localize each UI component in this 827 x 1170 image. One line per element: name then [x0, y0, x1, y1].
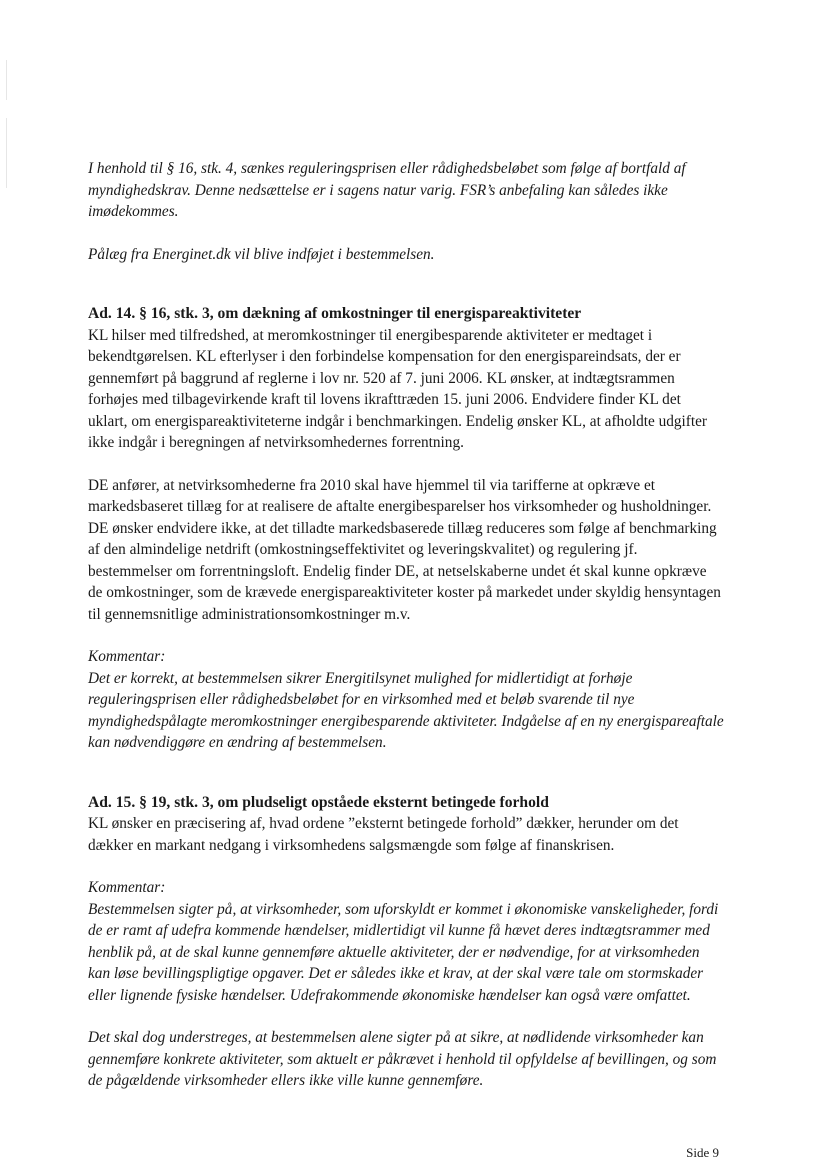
section-14-paragraph-1: KL hilser med tilfredshed, at meromkostninger til energibesparende aktiviteter er medtaget i bekendtgørelsen. KL efterlyser i den forbindelse kompensation for den energispareindsats, der er gennemført på baggrund af reglerne i lov nr. 520 af 7. juni 2006. KL ønsker, at indtægtsrammen forhøjes med tilbagevirkende kraft til lovens ikrafttræden 15. juni 2006. Endvidere finder KL det uklart, om energispareaktiviteterne indgår i benchmarkingen. Endelig ønsker KL, at afholdte udgifter ikke indgår i beregningen af netvirksomhedernes forrentning. [88, 326, 708, 451]
section-14-heading: Ad. 14. § 16, stk. 3, om dækning af omkostninger til energispareaktiviteter [88, 305, 582, 322]
section-15-paragraph-1: KL ønsker en præcisering af, hvad ordene ”eksternt betingede forhold” dækker, herunder om det dækker en markant nedgang i virksomhedens salgsmængde som følge af finanskrisen. [88, 815, 679, 854]
section-14-paragraph-2: DE anfører, at netvirksomhederne fra 2010 skal have hjemmel til via tarifferne at opkræve et markedsbaseret tillæg for at realisere de aftalte energibesparelser hos virksomheder og husholdninger. DE ønsker endvidere ikke, at det tilladte markedsbaserede tillæg reduceres som følge af benchmarking af den almindelige netdrift (omkostningseffektivitet og leveringskvalitet) og regulering jf. bestemmelser om forrentningsloft. Endelig finder DE, at netselskaberne undet ét skal kunne opkræve de omkostninger, som de krævede energispareaktiviteter koster på markedet under skyldig hensyntagen til gennemsnitlige administrationsomkostninger m.v. [88, 476, 721, 623]
section-14-comment-label: Kommentar: [88, 648, 166, 665]
section-15-comment-2: Det skal dog understreges, at bestemmelsen alene sigter på at sikre, at nødlidende virksomheder kan gennemføre konkrete aktiviteter, som aktuelt er påkrævet i henhold til opfyldelse af bevillingen, og som de pågældende virksomheder ellers ikke ville kunne gennemføre. [88, 1029, 717, 1089]
document-body [88, 158, 724, 1092]
section-15-heading: Ad. 15. § 19, stk. 3, om pludseligt opståede eksternt betingede forhold [88, 793, 549, 811]
section-15-comment-label: Kommentar: [88, 879, 166, 896]
section-14-comment: Det er korrekt, at bestemmelsen sikrer Energitilsynet mulighed for midlertidigt at forhøje reguleringsprisen eller rådighedsbeløbet for en virksomhed med et beløb svarende til nye myndighedspålagte meromkostninger energibesparende aktiviteter. Indgåelse af en ny energispareaftale kan nødvendiggøre en ændring af bestemmelsen. [88, 669, 724, 751]
section-15-comment: Bestemmelsen sigter på, at virksomheder, som uforskyldt er kommet i økonomiske vanskeligheder, fordi de er ramt af udefra kommende hændelser, midlertidigt vil kunne få hævet deres indtægtsrammer med henblik på, at de skal kunne gennemføre aktuelle aktiviteter, der er nødvendige, for at virksomheden kan løse bevillingspligtige opgaver. Det er således ikke et krav, at der skal være tale om stormskader eller lignende fysiske hændelser. Udefrakommende økonomiske hændelser kan også være omfattet. [88, 900, 719, 1004]
scan-margin-mark [6, 118, 7, 188]
intro-paragraph: I henhold til § 16, stk. 4, sænkes reguleringsprisen eller rådighedsbeløbet som følge af bortfald af myndighedskrav. Denne nedsættelse er i sagens natur varig. FSR’s anbefaling kan således ikke imødekommes. [88, 160, 686, 220]
page-number: Side 9 [686, 1145, 719, 1160]
scan-margin-mark [6, 60, 7, 100]
intro-note: Pålæg fra Energinet.dk vil blive indføjet i bestemmelsen. [88, 245, 435, 263]
